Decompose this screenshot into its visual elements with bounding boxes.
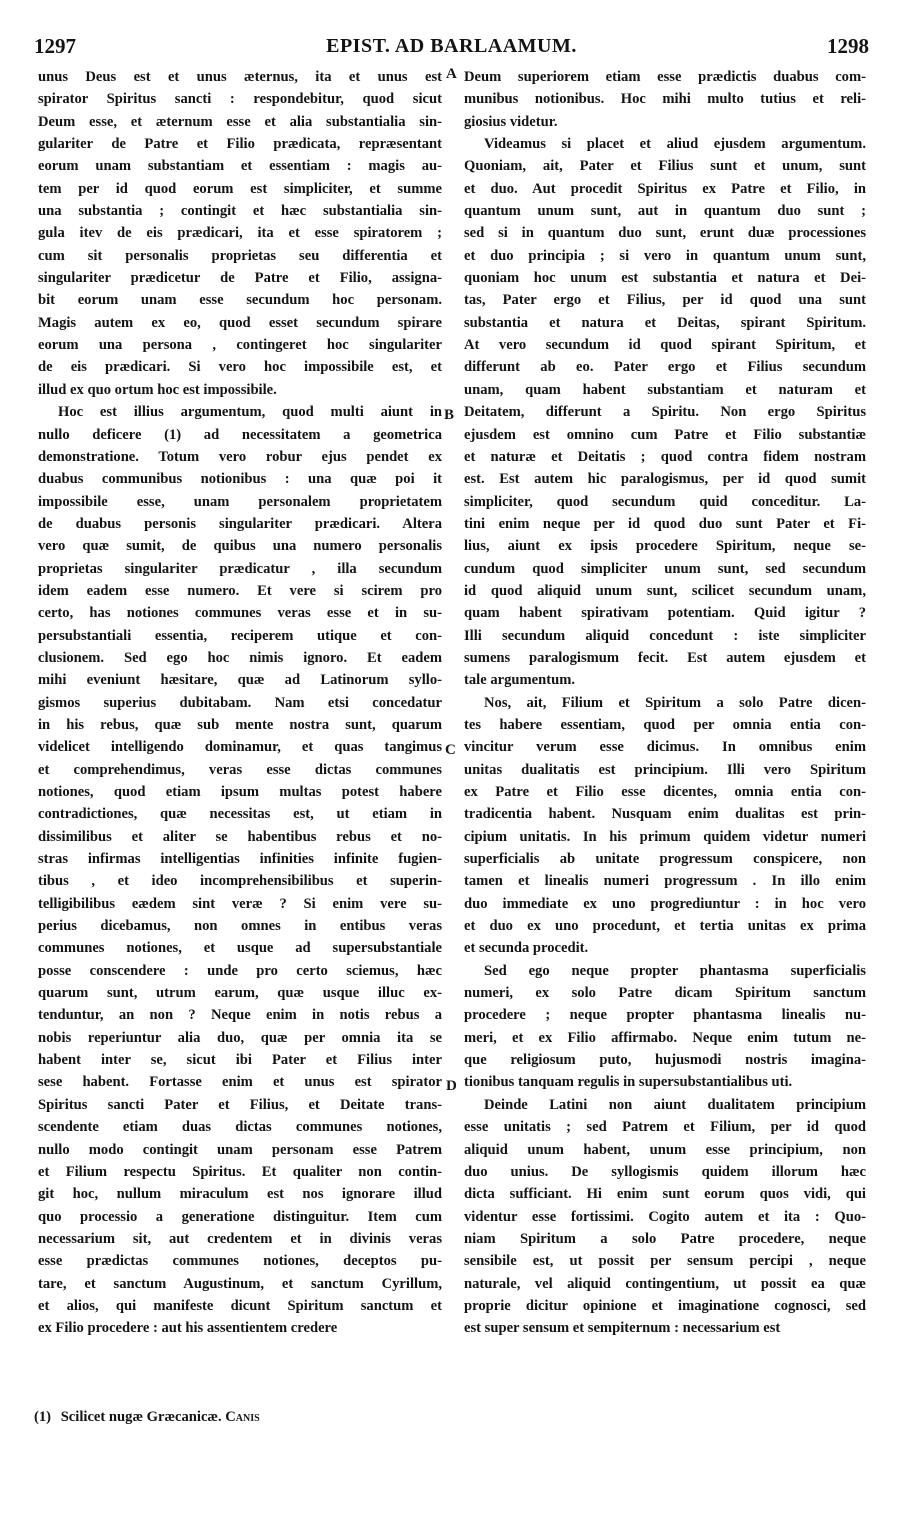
text-line: et comprehendimus, veras esse dictas communes <box>38 761 442 778</box>
running-header <box>34 34 869 58</box>
text-line: nobis reperiuntur alia duo, quæ per omnia ita se <box>38 1029 442 1046</box>
text-line: et duo principia ; si vero in quantum unum sunt, <box>464 247 866 264</box>
text-line: videlicet intelligendo dominamur, et quas tangimus <box>38 739 442 756</box>
text-line: At vero secundum id quod spirant Spiritum, et <box>464 337 866 354</box>
text-line: duabus communibus notionibus : una quæ poi it <box>38 471 442 488</box>
text-line: persubstantiali essentia, reciperem utique et con- <box>38 627 442 644</box>
text-line: eorum unam substantiam et essentiam : magis au- <box>38 158 442 175</box>
text-line: vincitur verum esse dicimus. In omnibus enim <box>464 739 866 756</box>
text-line: mihi eveniunt hæsitare, quæ ad Latinorum syllo- <box>38 672 442 689</box>
text-line: et Filium respectu Spiritus. Et qualiter non contin- <box>38 1163 442 1180</box>
text-line: gismos superius dubitabam. Nam etsi concedatur <box>38 694 442 711</box>
text-line: tenduntur, an non ? Neque enim in notis rebus a <box>38 1007 442 1024</box>
text-line: tamen et linealis numeri progressum . In illo enim <box>464 873 866 890</box>
text-line: procedere ; neque propter phantasma linealis nu- <box>464 1007 866 1024</box>
text-line: certo, has notiones communes veras esse et in su- <box>38 605 442 622</box>
text-line: stras infirmas intelligentias infinities infinite fugien- <box>38 851 442 868</box>
right-column <box>464 66 866 1340</box>
text-line: cundum quod simpliciter unum sunt, sed secundum <box>464 560 866 577</box>
text-line: differunt ab eo. Pater ergo et Filius secundum <box>464 359 866 376</box>
text-line: est super sensum et sempiternum : necessarium est <box>464 1320 781 1337</box>
text-line: Magis autem ex eo, quod esset secundum spirare <box>38 314 442 331</box>
text-line: Quoniam, ait, Pater et Filius sunt et unum, sunt <box>464 158 866 175</box>
text-line: id quod aliquid unum sunt, scilicet secundum unam, <box>464 582 866 599</box>
text-line: ejusdem est omnino cum Patre et Filio substantiæ <box>464 426 866 443</box>
margin-marker-a: A <box>446 66 457 82</box>
text-line: esse prædictas communes notiones, deceptos pu- <box>38 1253 442 1270</box>
text-line: habent inter se, sicut ibi Pater et Filius inter <box>38 1052 442 1069</box>
text-line: impossibile esse, unam personalem proprietatem <box>38 493 442 510</box>
text-line: gula itev de eis prædicari, ita et esse spiratorem ; <box>38 225 442 242</box>
page-number-right: 1298 <box>827 34 869 58</box>
text-line: esse unitatis ; sed Patrem et Filium, per id quod <box>464 1119 866 1136</box>
text-line: de eis prædicari. Si vero hoc impossibile est, et <box>38 359 442 376</box>
text-line: videntur esse fortissimi. Cogito autem et ita : Quo- <box>464 1208 866 1225</box>
text-line: Deum superiorem etiam esse prædictis duabus com- <box>464 69 866 85</box>
text-line: quarum sunt, utrum earum, quæ usque illuc ex- <box>38 985 442 1002</box>
text-line: lius, aiunt ex ipsis procedere Spiritum, neque se- <box>464 538 866 555</box>
text-line: sumens paralogismum fecit. Est autem ejusdem et <box>464 649 866 666</box>
text-line: ex Patre et Filio esse dicentes, omnia entia con- <box>464 784 866 800</box>
text-line: tibus , et ideo incomprehensibilibus et superin- <box>38 873 442 890</box>
text-line: unus Deus est et unus æternus, ita et unus est <box>38 69 442 85</box>
text-line: proprietas singulariter prædicatur , illa secundum <box>38 560 442 577</box>
text-line: naturale, vel aliquid contingentium, ut possit ea quæ <box>464 1275 866 1292</box>
text-line: sensibile est, ut possit per sensum percipi , neque <box>464 1253 866 1270</box>
text-line: nullo deficere (1) ad necessitatem a geometrica <box>38 426 442 443</box>
footnote-marker: (1) <box>34 1409 52 1425</box>
running-title: EPIST. AD BARLAAMUM. <box>326 35 577 57</box>
text-line: Nos, ait, Filium et Spiritum a solo Patre dicen- <box>484 694 866 711</box>
text-line: tradicentia habent. Nusquam enim dualitas est prin- <box>464 806 866 823</box>
text-line: duo immediate ex uno progrediuntur : in hoc vero <box>464 895 866 912</box>
text-line: communes notiones, et usque ad supersubstantiale <box>38 940 442 957</box>
footnote <box>34 1409 260 1426</box>
text-line: tas, Pater ergo et Filius, per id quod una sunt <box>464 292 866 309</box>
left-column <box>38 66 442 1340</box>
text-line: Deinde Latini non aiunt dualitatem principium <box>484 1096 866 1113</box>
text-line: unam, quam habent substantiam et naturam et <box>464 381 866 398</box>
text-line: tale argumentum. <box>464 672 576 689</box>
text-line: notiones, quod etiam ipsum multas potest habere <box>38 784 442 800</box>
text-line: sese habent. Fortasse enim et unus est spirator <box>38 1074 442 1091</box>
margin-marker-c: C <box>445 742 456 758</box>
text-line: perius dicebamus, non omnes in entibus veras <box>38 918 442 935</box>
text-line: una substantia ; contingit et hæc substantialia sin- <box>38 203 442 220</box>
text-line: tare, et sanctum Augustinum, et sanctum Cyrillum, <box>38 1275 442 1292</box>
text-line: telligibilibus eædem sint veræ ? Si enim vere su- <box>38 895 442 912</box>
text-line: clusionem. Sed ego hoc nimis ignoro. Et eadem <box>38 649 442 666</box>
text-line: idem eadem esse numero. Et vere si scirem pro <box>38 582 442 599</box>
text-line: cipium unitatis. In his primum quidem videtur numeri <box>464 828 866 845</box>
text-line: giosius videtur. <box>464 113 558 130</box>
text-line: et naturæ et Deitatis ; quod contra fidem nostram <box>464 448 866 465</box>
text-line: que religiosum puto, hujusmodi nostris imagina- <box>464 1052 866 1069</box>
text-line: vero quæ sumit, de quibus una numero personalis <box>38 538 442 555</box>
text-line: unitas dualitatis est principium. Illi vero Spiritum <box>464 761 866 778</box>
text-line: aliquid unum habent, unum esse principium, non <box>464 1141 866 1158</box>
text-line: in his rebus, quæ sub mente nostra sunt, quarum <box>38 716 442 733</box>
text-line: Hoc est illius argumentum, quod multi aiunt in <box>58 404 442 421</box>
text-line: tionibus tanquam regulis in supersubstantialibus uti. <box>464 1074 793 1091</box>
footnote-author: Canis <box>225 1409 260 1425</box>
text-line: superficialis ab unitate progressum conspicere, non <box>464 851 866 868</box>
text-line: scendente etiam duas dictas communes notiones, <box>38 1119 442 1136</box>
text-line: et duo. Aut procedit Spiritus ex Patre et Filio, in <box>464 180 866 197</box>
text-line: tes habere essentiam, quod per omnia entia con- <box>464 716 866 733</box>
text-line: posse conscendere : unde pro certo sciemus, hæc <box>38 962 442 979</box>
text-line: dissimilibus et aliter se habentibus rebus et no- <box>38 828 442 845</box>
margin-marker-b: B <box>444 407 455 423</box>
text-line: munibus notionibus. Hoc mihi multo tutius et reli- <box>464 91 866 108</box>
text-line: et duo ex uno procedunt, et tertia unitas ex prima <box>464 918 866 935</box>
text-line: de duabus personis singulariter prædicari. Altera <box>38 515 442 532</box>
text-line: demonstratione. Totum vero robur ejus pendet ex <box>38 448 442 465</box>
footnote-text: Scilicet nugæ Græcanicæ. <box>60 1409 222 1425</box>
text-line: sed si in quantum duo sunt, erunt duæ processiones <box>464 225 866 242</box>
text-line: et secunda procedit. <box>464 940 589 957</box>
text-line: quoniam hoc unum est substantia et natura et Dei- <box>464 270 866 287</box>
text-line: numeri, ex solo Patre dicam Spiritum sanctum <box>464 985 866 1002</box>
text-line: spirator Spiritus sancti : respondebitur, quod sicut <box>38 91 442 108</box>
text-line: tem per id quod eorum est simpliciter, et summe <box>38 180 442 197</box>
text-line: et alios, qui manifeste dicunt Spiritum sanctum et <box>38 1297 442 1314</box>
text-line: ex Filio procedere : aut his assentientem credere <box>38 1320 338 1337</box>
page-number-left: 1297 <box>34 34 76 58</box>
text-line: proprie dicitur opinione et imaginatione cognosci, sed <box>464 1297 866 1314</box>
text-line: Deum esse, et æternum esse et alia substantialia sin- <box>38 113 442 130</box>
text-line: est. Est autem hic paralogismus, per id quod sumit <box>464 471 866 488</box>
text-line: git hoc, nullum miraculum est nos ignorare illud <box>38 1186 442 1203</box>
text-line: Illi secundum aliquid concedunt : iste simpliciter <box>464 627 866 644</box>
text-line: illud ex quo ortum hoc est impossibile. <box>38 381 277 398</box>
margin-marker-d: D <box>446 1078 457 1094</box>
text-line: niam Spiritum a solo Patre procedere, neque <box>464 1230 866 1247</box>
text-line: substantia et natura et Deitas, spirant Spiritum. <box>464 314 866 331</box>
text-line: quantum unum sunt, aut in quantum duo sunt ; <box>464 203 866 220</box>
text-line: duo unius. De syllogismis quidem illorum hæc <box>464 1163 866 1180</box>
text-line: Deitatem, differunt a Spiritu. Non ergo Spiritus <box>464 404 866 421</box>
text-line: Videamus si placet et aliud ejusdem argumentum. <box>484 136 866 153</box>
text-line: Spiritus sancti Pater et Filius, et Deitate trans- <box>38 1096 442 1113</box>
text-line: cum sit personalis proprietas seu differentia et <box>38 247 442 264</box>
text-line: nullo modo contingit unam personam esse Patrem <box>38 1141 442 1158</box>
text-line: necessarium sit, aut credentem et in divinis veras <box>38 1230 442 1247</box>
text-line: meri, et ex Filio affirmabo. Neque enim tutum ne- <box>464 1029 866 1046</box>
text-line: bit eorum unam esse secundum hoc personam. <box>38 292 442 309</box>
text-line: Sed ego neque propter phantasma superficialis <box>484 962 866 979</box>
text-line: singulariter prædicetur de Patre et Filio, assigna- <box>38 270 442 287</box>
text-line: dicta sufficiant. Hi enim sunt eorum quos vidi, qui <box>464 1186 866 1203</box>
text-line: quam habent spirativam potentiam. Quid igitur ? <box>464 605 866 622</box>
text-line: simpliciter, quod secundum quid conceditur. La- <box>464 493 866 510</box>
text-line: quo processio a generatione distinguitur. Item cum <box>38 1208 442 1225</box>
text-line: eorum una persona , contingeret hoc singulariter <box>38 337 442 354</box>
text-line: tini enim neque per id quod duo sunt Pater et Fi- <box>464 515 866 532</box>
text-line: gulariter de Patre et Filio prædicata, repræsentant <box>38 136 442 153</box>
text-line: contradictiones, quæ necessitas est, ut etiam in <box>38 806 442 823</box>
